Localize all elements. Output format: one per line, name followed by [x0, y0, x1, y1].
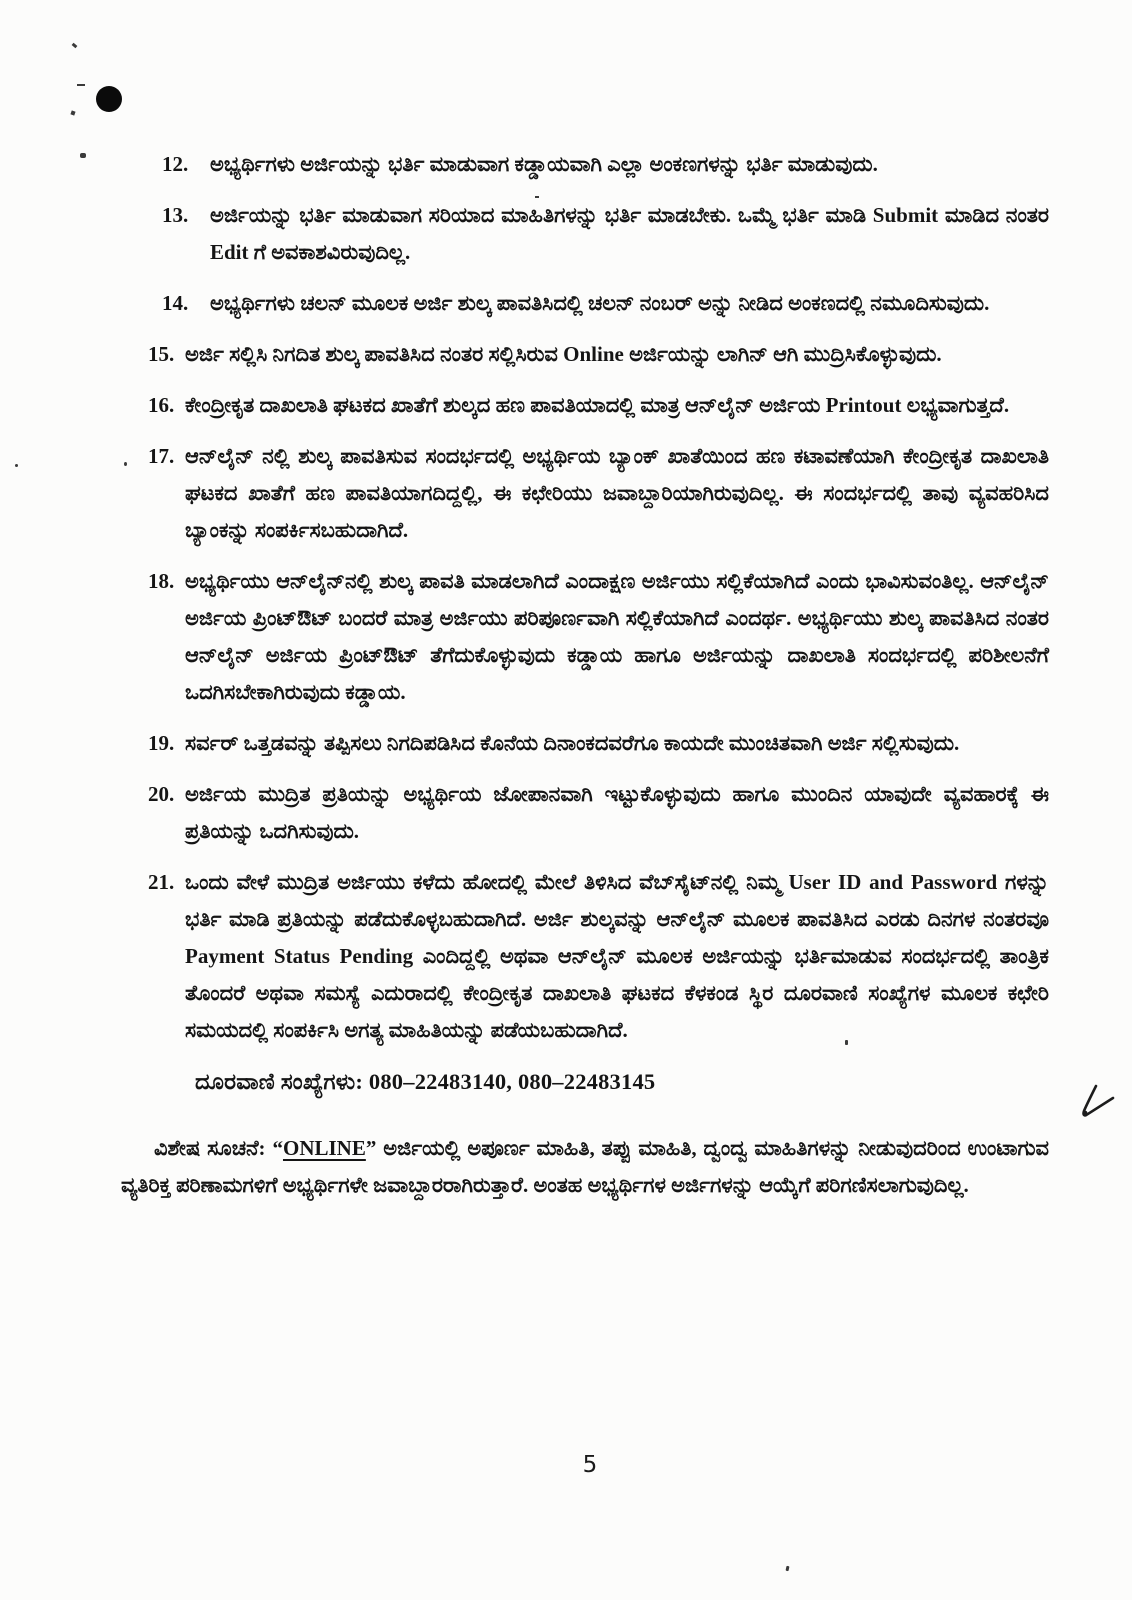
open-quote: “ — [272, 1136, 283, 1160]
list-item-20 — [148, 776, 1049, 850]
item-text: ಅಭ್ಯರ್ಥಿಗಳು ಅರ್ಜಿಯನ್ನು ಭರ್ತಿ ಮಾಡುವಾಗ ಕಡ್ಡಾಯವಾಗಿ ಎಲ್ಲಾ ಅಂಕಣಗಳನ್ನು ಭರ್ತಿ ಮಾಡುವುದು. — [210, 152, 878, 176]
item-number: 20. — [148, 782, 175, 806]
scan-speck — [70, 110, 75, 115]
special-note-label: ವಿಶೇಷ ಸೂಚನೆ: — [154, 1136, 266, 1160]
list-item-19 — [148, 725, 1049, 762]
item-text: ಅಭ್ಯರ್ಥಿಯು ಆನ್‌ಲೈನ್‌ನಲ್ಲಿ ಶುಲ್ಕ ಪಾವತಿ ಮಾಡಲಾಗಿದೆ ಎಂದಾಕ್ಷಣ ಅರ್ಜಿಯು ಸಲ್ಲಿಕೆಯಾಗಿದೆ ಎಂದು ಭಾವಿಸುವಂತಿಲ್ಲ. ಆನ್‌ಲೈನ್ ಅರ್ಜಿಯ ಪ್ರಿಂಟ್‌ಔಟ್ ಬಂದರೆ ಮಾತ್ರ ಅರ್ಜಿಯು ಪರಿಪೂರ್ಣವಾಗಿ ಸಲ್ಲಿಕೆಯಾಗಿದೆ ಎಂದರ್ಥ. ಅಭ್ಯರ್ಥಿಯು ಶುಲ್ಕ ಪಾವತಿಸಿದ ನಂತರ ಆನ್‌ಲೈನ್ ಅರ್ಜಿಯ ಪ್ರಿಂಟ್‌ಔಟ್ ತೆಗೆದುಕೊಳ್ಳುವುದು ಕಡ್ಡಾಯ ಹಾಗೂ ಅರ್ಜಿಯನ್ನು ದಾಖಲಾತಿ ಸಂದರ್ಭದಲ್ಲಿ ಪರಿಶೀಲನೆಗೆ ಒದಗಿಸಬೇಕಾಗಿರುವುದು ಕಡ್ಡಾಯ. — [185, 569, 1049, 704]
item-number: 13. — [162, 203, 189, 227]
item-text: ಅರ್ಜಿಯನ್ನು ಭರ್ತಿ ಮಾಡುವಾಗ ಸರಿಯಾದ ಮಾಹಿತಿಗಳನ್ನು ಭರ್ತಿ ಮಾಡಬೇಕು. ಒಮ್ಮೆ ಭರ್ತಿ ಮಾಡಿ Submit ಮಾಡಿದ ನಂತರ Edit ಗೆ ಅವಕಾಶವಿರುವುದಿಲ್ಲ. — [210, 203, 1049, 264]
scan-speck — [77, 84, 85, 86]
scan-speck — [72, 43, 78, 49]
phone-label: ದೂರವಾಣಿ ಸಂಖ್ಯೆಗಳು: — [195, 1069, 364, 1094]
list-item-14 — [148, 285, 1049, 322]
list-item-17 — [148, 438, 1049, 549]
list-item-21 — [148, 864, 1049, 1049]
item-number: 21. — [148, 870, 175, 894]
phone-numbers: 080–22483140, 080–22483145 — [368, 1069, 656, 1094]
scan-speck — [15, 464, 18, 467]
item-text: ಅರ್ಜಿಯ ಮುದ್ರಿತ ಪ್ರತಿಯನ್ನು ಅಭ್ಯರ್ಥಿಯ ಜೋಪಾನವಾಗಿ ಇಟ್ಟುಕೊಳ್ಳುವುದು ಹಾಗೂ ಮುಂದಿನ ಯಾವುದೇ ವ್ಯವಹಾರಕ್ಕೆ ಈ ಪ್ರತಿಯನ್ನು ಒದಗಿಸುವುದು. — [185, 782, 1049, 843]
scan-speck — [124, 462, 127, 466]
instruction-list — [121, 146, 1050, 1204]
item-number: 12. — [162, 152, 189, 176]
item-number: 17. — [148, 444, 175, 468]
item-number: 14. — [162, 291, 189, 315]
ink-blot — [96, 86, 122, 112]
list-item-16 — [148, 387, 1049, 424]
list-item-13 — [148, 197, 1049, 271]
item-number: 15. — [148, 342, 175, 366]
special-note-text: ಅರ್ಜಿಯಲ್ಲಿ ಅಪೂರ್ಣ ಮಾಹಿತಿ, ತಪ್ಪು ಮಾಹಿತಿ, ದ್ವಂದ್ವ ಮಾಹಿತಿಗಳನ್ನು ನೀಡುವುದರಿಂದ ಉಂಟಾಗುವ ವ್ಯತಿರಿಕ್ತ ಪರಿಣಾಮಗಳಿಗೆ ಅಭ್ಯರ್ಥಿಗಳೇ ಜವಾಬ್ದಾರರಾಗಿರುತ್ತಾರೆ. ಅಂತಹ ಅಭ್ಯರ್ಥಿಗಳ ಅರ್ಜಿಗಳನ್ನು ಆಯ್ಕೆಗೆ ಪರಿಗಣಿಸಲಾಗುವುದಿಲ್ಲ. — [121, 1136, 1050, 1197]
online-keyword: ONLINE — [282, 1136, 366, 1160]
item-text: ಕೇಂದ್ರೀಕೃತ ದಾಖಲಾತಿ ಘಟಕದ ಖಾತೆಗೆ ಶುಲ್ಕದ ಹಣ ಪಾವತಿಯಾದಲ್ಲಿ ಮಾತ್ರ ಆನ್‌ಲೈನ್ ಅರ್ಜಿಯ Printout ಲಭ್ಯವಾಗುತ್ತದೆ. — [185, 393, 1010, 417]
list-item-18 — [148, 563, 1049, 711]
close-quote: ” — [365, 1136, 377, 1160]
list-item-15 — [148, 336, 1049, 373]
handwritten-tick-mark — [1072, 1080, 1120, 1130]
item-text: ಒಂದು ವೇಳೆ ಮುದ್ರಿತ ಅರ್ಜಿಯು ಕಳೆದು ಹೋದಲ್ಲಿ ಮೇಲೆ ತಿಳಿಸಿದ ವೆಬ್‌ಸೈಟ್‌ನಲ್ಲಿ ನಿಮ್ಮ User ID and Password ಗಳನ್ನು ಭರ್ತಿ ಮಾಡಿ ಪ್ರತಿಯನ್ನು ಪಡೆದುಕೊಳ್ಳಬಹುದಾಗಿದೆ. ಅರ್ಜಿ ಶುಲ್ಕವನ್ನು ಆನ್‌ಲೈನ್ ಮೂಲಕ ಪಾವತಿಸಿದ ಎರಡು ದಿನಗಳ ನಂತರವೂ Payment Status Pending ಎಂದಿದ್ದಲ್ಲಿ ಅಥವಾ ಆನ್‌ಲೈನ್ ಮೂಲಕ ಅರ್ಜಿಯನ್ನು ಭರ್ತಿಮಾಡುವ ಸಂದರ್ಭದಲ್ಲಿ ತಾಂತ್ರಿಕ ತೊಂದರೆ ಅಥವಾ ಸಮಸ್ಯೆ ಎದುರಾದಲ್ಲಿ ಕೇಂದ್ರೀಕೃತ ದಾಖಲಾತಿ ಘಟಕದ ಕೆಳಕಂಡ ಸ್ಥಿರ ದೂರವಾಣಿ ಸಂಖ್ಯೆಗಳ ಮೂಲಕ ಕಛೇರಿ ಸಮಯದಲ್ಲಿ ಸಂಪರ್ಕಿಸಿ ಅಗತ್ಯ ಮಾಹಿತಿಯನ್ನು ಪಡೆಯಬಹುದಾಗಿದೆ. — [185, 870, 1049, 1042]
special-note — [121, 1130, 1049, 1204]
item-number: 18. — [148, 569, 175, 593]
scan-speck — [80, 153, 86, 158]
scan-speck — [786, 1566, 790, 1572]
item-text: ಸರ್ವರ್ ಒತ್ತಡವನ್ನು ತಪ್ಪಿಸಲು ನಿಗದಿಪಡಿಸಿದ ಕೊನೆಯ ದಿನಾಂಕದವರೆಗೂ ಕಾಯದೇ ಮುಂಚಿತವಾಗಿ ಅರ್ಜಿ ಸಲ್ಲಿಸುವುದು. — [185, 731, 960, 755]
item-text: ಅಭ್ಯರ್ಥಿಗಳು ಚಲನ್ ಮೂಲಕ ಅರ್ಜಿ ಶುಲ್ಕ ಪಾವತಿಸಿದಲ್ಲಿ ಚಲನ್ ನಂಬರ್ ಅನ್ನು ನೀಡಿದ ಅಂಕಣದಲ್ಲಿ ನಮೂದಿಸುವುದು. — [210, 291, 990, 315]
list-item-12 — [148, 146, 1049, 183]
item-text: ಅರ್ಜಿ ಸಲ್ಲಿಸಿ ನಿಗದಿತ ಶುಲ್ಕ ಪಾವತಿಸಿದ ನಂತರ ಸಲ್ಲಿಸಿರುವ Online ಅರ್ಜಿಯನ್ನು ಲಾಗಿನ್ ಆಗಿ ಮುದ್ರಿಸಿಕೊಳ್ಳುವುದು. — [185, 342, 942, 366]
phone-numbers-line — [195, 1063, 1049, 1100]
page-number: 5 — [582, 1452, 598, 1478]
item-number: 16. — [148, 393, 175, 417]
item-text: ಆನ್‌ಲೈನ್ ನಲ್ಲಿ ಶುಲ್ಕ ಪಾವತಿಸುವ ಸಂದರ್ಭದಲ್ಲಿ ಅಭ್ಯರ್ಥಿಯ ಬ್ಯಾಂಕ್ ಖಾತೆಯಿಂದ ಹಣ ಕಟಾವಣೆಯಾಗಿ ಕೇಂದ್ರೀಕೃತ ದಾಖಲಾತಿ ಘಟಕದ ಖಾತೆಗೆ ಹಣ ಪಾವತಿಯಾಗದಿದ್ದಲ್ಲಿ, ಈ ಕಛೇರಿಯು ಜವಾಬ್ದಾರಿಯಾಗಿರುವುದಿಲ್ಲ. ಈ ಸಂದರ್ಭದಲ್ಲಿ ತಾವು ವ್ಯವಹರಿಸಿದ ಬ್ಯಾಂಕನ್ನು ಸಂಪರ್ಕಿಸಬಹುದಾಗಿದೆ. — [185, 444, 1049, 542]
item-number: 19. — [148, 731, 175, 755]
